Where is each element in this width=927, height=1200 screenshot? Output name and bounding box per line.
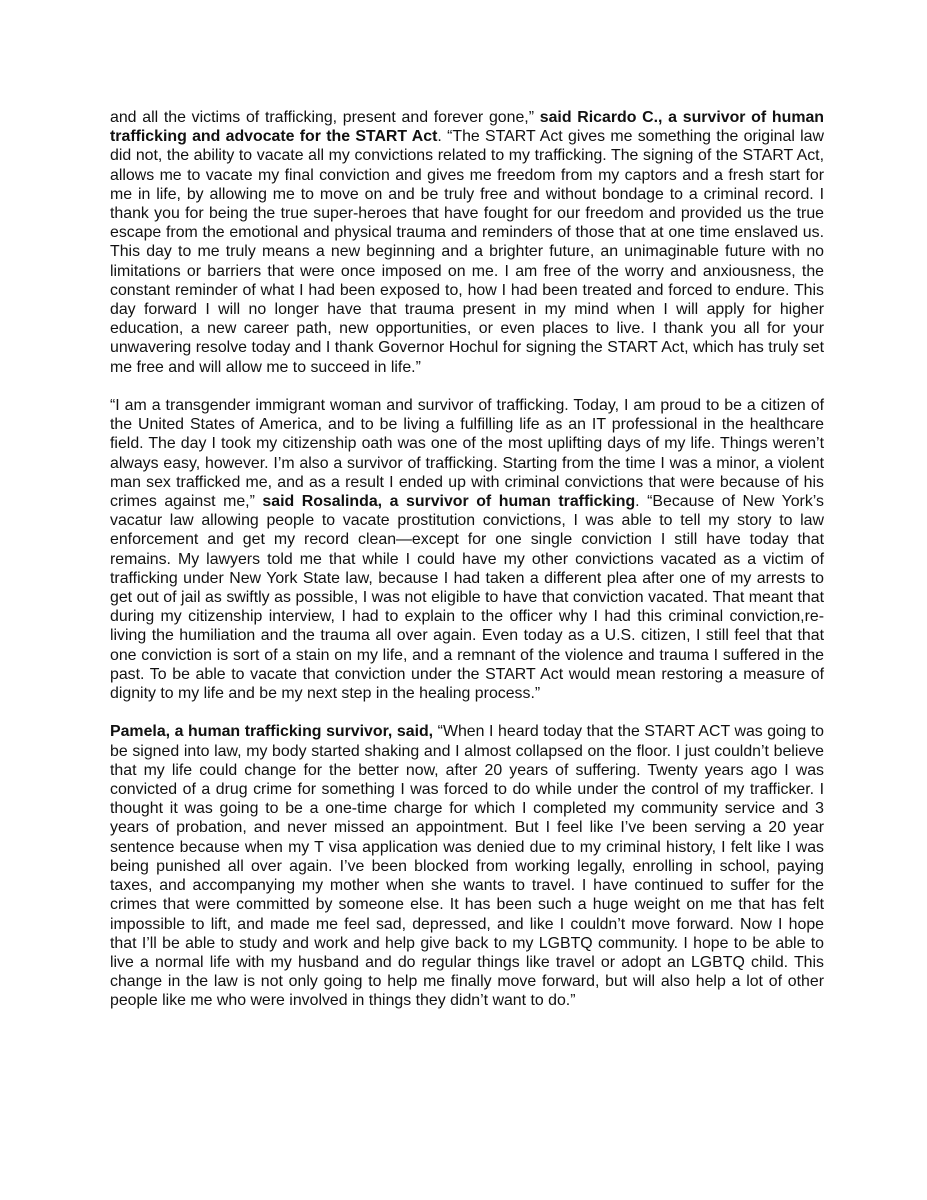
- paragraph-text: . “Because of New York’s vacatur law allowing people to vacate prostitution convictions, I was able to tell my story to law enforcement and get my record clean—except for one single conviction I still have today that remains. My lawyers told me that while I could have my other convictions vacated as a victim of trafficking under New York State law, because I had taken a different plea after one of my arrests to get out of jail as swiftly as possible, I was not eligible to have that conviction vacated. That meant that during my citizenship interview, I had to explain to the officer why I had this criminal conviction,re-living the humiliation and the trauma all over again. Even today as a U.S. citizen, I still feel that that one conviction is sort of a stain on my life, and a remnant of the violence and trauma I suffered in the past. To be able to vacate that conviction under the START Act would mean restoring a measure of dignity to my life and be my next step in the healing process.”: [110, 493, 824, 703]
- paragraph-text: and all the victims of trafficking, present and forever gone,”: [110, 109, 540, 126]
- speaker-attribution: said Ricardo C., a survivor of human trafficking and advocate for the START Act: [110, 109, 824, 146]
- paragraph-text: “When I heard today that the START ACT was going to be signed into law, my body started shaking and I almost collapsed on the floor. I just couldn’t believe that my life could change for the better now, after 20 years of suffering. Twenty years ago I was convicted of a drug crime for something I was forced to do while under the control of my trafficker. I thought it was going to be a one-time charge for which I completed my community service and 3 years of probation, and never missed an appointment. But I feel like I’ve been serving a 20 year sentence because when my T visa application was denied due to my criminal history, I felt like I was being punished all over again. I’ve been blocked from working legally, enrolling in school, paying taxes, and accompanying my mother when she wants to travel. I have continued to suffer for the crimes that were committed by someone else. It has been such a huge weight on me that has felt impossible to lift, and made me feel sad, depressed, and like I couldn’t move forward. Now I hope that I’ll be able to study and work and help give back to my LGBTQ community. I hope to be able to live a normal life with my husband and do regular things like travel or adopt an LGBTQ child. This change in the law is not only going to help me finally move forward, but will also help a lot of other people like me who were involved in things they didn’t want to do.”: [110, 723, 825, 1010]
- paragraph-text: “I am a transgender immigrant woman and survivor of trafficking. Today, I am proud to be a citizen of the United States of America, and to be living a fulfilling life as an IT professional in the healthcare field. The day I took my citizenship oath was one of the most uplifting days of my life. Things weren’t always easy, however. I’m also a survivor of trafficking. Starting from the time I was a minor, a violent man sex trafficked me, and as a result I ended up with criminal convictions that were because of his crimes against me,”: [110, 397, 824, 511]
- paragraph-ricardo-quote: [110, 108, 824, 377]
- speaker-attribution: Pamela, a human trafficking survivor, said,: [110, 723, 434, 741]
- paragraph-rosalinda-quote: [110, 396, 824, 703]
- document-body: [110, 108, 824, 1011]
- paragraph-text: . “The START Act gives me something the original law did not, the ability to vacate all my convictions related to my trafficking. The signing of the START Act, allows me to vacate my final conviction and gives me freedom from my captors and a fresh start for me in life, by allowing me to move on and be truly free and without bondage to a criminal record. I thank you for being the true super-heroes that have fought for our freedom and provided us the true escape from the emotional and physical trauma and reminders of those that at one time enslaved us. This day to me truly means a new beginning and a brighter future, an unimaginable future with no limitations or barriers that were once imposed on me. I am free of the worry and anxiousness, the constant reminder of what I had been exposed to, how I had been treated and forced to endure. This day forward I will no longer have that trauma present in my mind when I will apply for higher education, a new career path, new opportunities, or even places to live. I thank you all for your unwavering resolve today and I thank Governor Hochul for signing the START Act, which has truly set me free and will allow me to succeed in life.”: [110, 128, 824, 376]
- paragraph-pamela-quote: [110, 722, 824, 1010]
- speaker-attribution: said Rosalinda, a survivor of human trafficking: [262, 493, 636, 511]
